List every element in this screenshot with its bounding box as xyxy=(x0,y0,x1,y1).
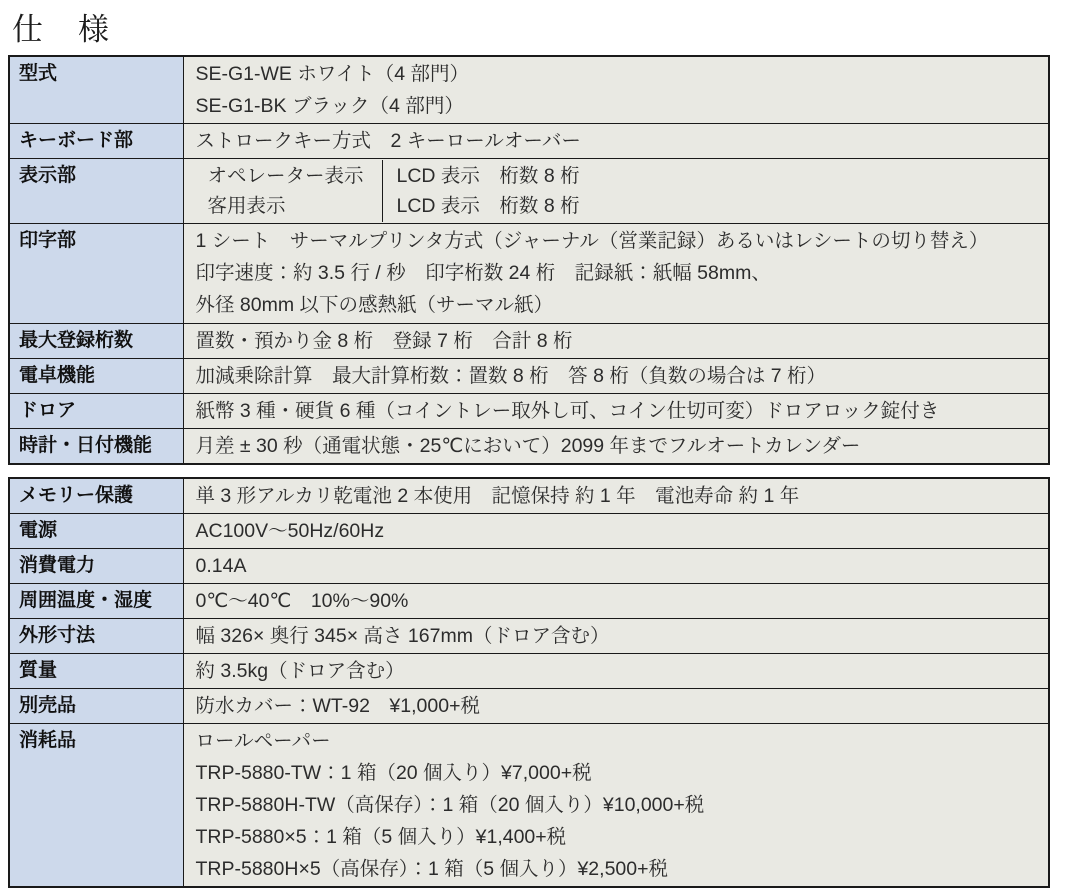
row-label: 消耗品 xyxy=(9,724,183,888)
table-row-dimensions xyxy=(9,619,1049,654)
spec-table-main xyxy=(8,55,1050,465)
value-line: TRP-5880H×5（高保存）：1 箱（5 個入り）¥2,500+税 xyxy=(195,858,668,880)
row-label: 時計・日付機能 xyxy=(9,429,183,465)
value-line: TRP-5880×5：1 箱（5 個入り）¥1,400+税 xyxy=(195,826,567,848)
row-value xyxy=(183,689,1049,724)
table-row-optional xyxy=(9,689,1049,724)
value-line: SE-G1-BK ブラック（4 部門） xyxy=(195,95,464,117)
row-label: メモリー保護 xyxy=(9,478,183,514)
page-title: 仕 様 xyxy=(12,12,111,47)
table-row-keyboard xyxy=(9,124,1049,159)
row-value xyxy=(183,478,1049,514)
display-subvalue: LCD 表示 桁数 8 桁 xyxy=(396,195,580,217)
table-row-clock xyxy=(9,429,1049,465)
value-line: 単 3 形アルカリ乾電池 2 本使用 記憶保持 約 1 年 電池寿命 約 1 年 xyxy=(195,485,800,507)
value-line: AC100V～50Hz/60Hz xyxy=(195,520,385,542)
spec-table-secondary xyxy=(8,477,1050,888)
value-line: 印字速度：約 3.5 行 / 秒 印字桁数 24 桁 記録紙：紙幅 58mm、 xyxy=(195,262,771,284)
display-subvalue: LCD 表示 桁数 8 桁 xyxy=(396,165,580,187)
row-value xyxy=(183,56,1049,124)
row-label: 外形寸法 xyxy=(9,619,183,654)
row-label: 電卓機能 xyxy=(9,359,183,394)
table-row-environment xyxy=(9,584,1049,619)
value-line: 外径 80mm 以下の感熱紙（サーマル紙） xyxy=(195,294,554,316)
table-row-weight xyxy=(9,654,1049,689)
value-line: 月差 ± 30 秒（通電状態・25℃において）2099 年までフルオートカレンダー xyxy=(195,435,861,457)
value-line: 約 3.5kg（ドロア含む） xyxy=(195,660,405,682)
row-label: 型式 xyxy=(9,56,183,124)
value-line: TRP-5880H-TW（高保存）：1 箱（20 個入り）¥10,000+税 xyxy=(195,794,705,816)
table-row-calculator xyxy=(9,359,1049,394)
row-label: 最大登録桁数 xyxy=(9,324,183,359)
table-row-power xyxy=(9,514,1049,549)
row-value xyxy=(183,584,1049,619)
display-subrow xyxy=(196,191,1039,222)
table-gap xyxy=(0,465,1080,477)
row-value xyxy=(183,429,1049,465)
table-row-drawer xyxy=(9,394,1049,429)
row-label: 質量 xyxy=(9,654,183,689)
value-line: SE-G1-WE ホワイト（4 部門） xyxy=(195,63,470,85)
row-value xyxy=(183,324,1049,359)
row-value xyxy=(183,224,1049,324)
table-row-consumables xyxy=(9,724,1049,888)
value-line: ストロークキー方式 2 キーロールオーバー xyxy=(195,130,581,152)
display-subname: 客用表示 xyxy=(196,191,383,222)
display-subrow xyxy=(196,160,1039,191)
value-line: TRP-5880-TW：1 箱（20 個入り）¥7,000+税 xyxy=(195,762,592,784)
value-line: 紙幣 3 種・硬貨 6 種（コイントレー取外し可、コイン仕切可変）ドロアロック錠付き xyxy=(195,400,940,422)
row-label: 印字部 xyxy=(9,224,183,324)
table-row-model xyxy=(9,56,1049,124)
row-label: 電源 xyxy=(9,514,183,549)
value-line: 1 シート サーマルプリンタ方式（ジャーナル（営業記録）あるいはレシートの切り替え） xyxy=(195,230,989,252)
value-line: 置数・預かり金 8 桁 登録 7 桁 合計 8 桁 xyxy=(195,330,573,352)
row-label: 別売品 xyxy=(9,689,183,724)
table-row-consumption xyxy=(9,549,1049,584)
display-subname: オペレーター表示 xyxy=(196,160,383,191)
row-value xyxy=(183,724,1049,888)
row-value xyxy=(183,619,1049,654)
row-value xyxy=(183,394,1049,429)
row-label: キーボード部 xyxy=(9,124,183,159)
row-value xyxy=(183,359,1049,394)
row-value xyxy=(183,124,1049,159)
row-value xyxy=(183,654,1049,689)
row-label: 周囲温度・湿度 xyxy=(9,584,183,619)
value-line: 幅 326× 奥行 345× 高さ 167mm（ドロア含む） xyxy=(195,625,610,647)
row-label: 消費電力 xyxy=(9,549,183,584)
row-value xyxy=(183,549,1049,584)
value-line: ロールペーパー xyxy=(195,730,331,752)
value-line: 防水カバー：WT-92 ¥1,000+税 xyxy=(195,695,480,717)
row-label: 表示部 xyxy=(9,159,183,224)
table-row-display xyxy=(9,159,1049,224)
table-row-printer xyxy=(9,224,1049,324)
value-line: 0.14A xyxy=(195,555,247,577)
value-line: 0℃～40℃ 10%～90% xyxy=(195,590,409,612)
row-value xyxy=(183,514,1049,549)
table-row-memory xyxy=(9,478,1049,514)
table-row-max-digits xyxy=(9,324,1049,359)
row-label: ドロア xyxy=(9,394,183,429)
value-line: 加減乗除計算 最大計算桁数：置数 8 桁 答 8 桁（負数の場合は 7 桁） xyxy=(195,365,827,387)
row-value xyxy=(183,159,1049,224)
